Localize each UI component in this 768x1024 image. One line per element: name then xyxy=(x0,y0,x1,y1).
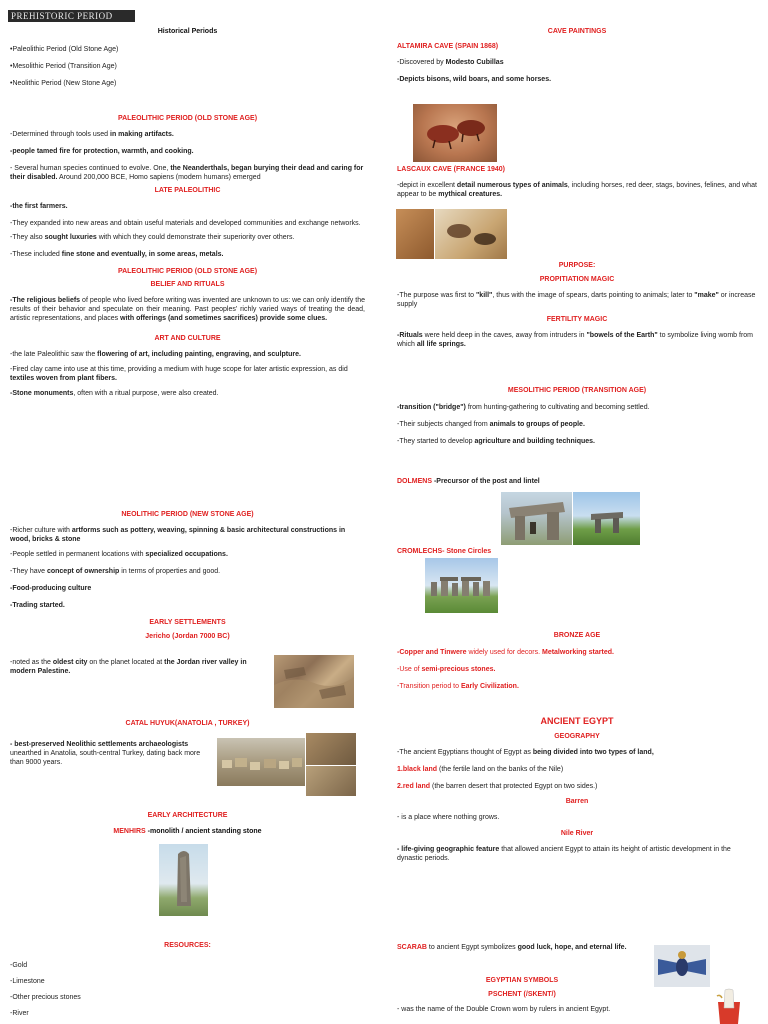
paragraph: CROMLECHS- Stone Circles xyxy=(397,548,492,555)
paragraph: -Copper and Tinwere widely used for decors. Metalworking started. xyxy=(397,649,614,656)
section-title: MESOLITHIC PERIOD (TRANSITION AGE) xyxy=(507,387,647,394)
lascaux-image-1 xyxy=(396,209,434,259)
section-title: PALEOLITHIC PERIOD (OLD STONE AGE) xyxy=(117,115,258,122)
pschent-image xyxy=(714,988,744,1024)
scarab-line xyxy=(397,943,657,952)
section-title: EARLY SETTLEMENTS xyxy=(149,619,226,626)
neolithic-section xyxy=(10,511,365,640)
paragraph: -Transition period to Early Civilization. xyxy=(397,683,519,690)
section-title: EGYPTIAN SYMBOLS xyxy=(485,977,559,984)
paragraph: - is a place where nothing grows. xyxy=(397,814,500,821)
paragraph: -the first farmers. xyxy=(10,203,68,210)
catal-image-2 xyxy=(306,733,356,765)
section-title: PURPOSE: xyxy=(558,262,596,269)
egypt-symbols xyxy=(397,977,647,1014)
paragraph: -Determined through tools used in making artifacts. xyxy=(10,131,174,138)
dolmen-image-2 xyxy=(573,492,640,545)
section-title: CAVE PAINTINGS xyxy=(547,28,607,35)
paragraph: -They started to develop agriculture and building techniques. xyxy=(397,438,596,445)
paragraph: - was the name of the Double Crown worn by rulers in ancient Egypt. xyxy=(397,1006,611,1013)
paragraph: -Rituals were held deep in the caves, away from intruders in "bowels of the Earth" to symbolize living womb from which all life springs. xyxy=(397,332,753,348)
catal-text xyxy=(10,740,210,767)
list-item: •Mesolithic Period (Transition Age) xyxy=(10,63,117,70)
scarab-icon xyxy=(654,945,710,987)
section-title: PROPITIATION MAGIC xyxy=(539,276,615,283)
list-item: -Other precious stones xyxy=(10,994,81,1001)
section-title: ANCIENT EGYPT xyxy=(540,716,614,726)
section-title: ALTAMIRA CAVE (SPAIN 1868) xyxy=(397,43,499,50)
paragraph: -The purpose was first to "kill", thus with the image of spears, darts pointing to animals; later to "make" or increase supply xyxy=(397,292,756,308)
paragraph: -The ancient Egyptians thought of Egypt as being divided into two types of land, xyxy=(397,749,654,756)
paragraph: -depict in excellent detail numerous types of animals, including horses, red deer, stags, bovines, felines, and what appear to be mythical creatures. xyxy=(397,182,757,198)
jericho-image xyxy=(274,655,354,708)
page-banner: PREHISTORIC PERIOD xyxy=(8,10,135,22)
list-item: -Gold xyxy=(10,962,28,969)
dolmen-stone-image xyxy=(501,492,572,545)
section-title: PALEOLITHIC PERIOD (OLD STONE AGE) xyxy=(117,268,258,275)
catal-image-1 xyxy=(217,738,305,786)
paragraph: -transition ("bridge") from hunting-gathering to cultivating and becoming settled. xyxy=(397,404,650,411)
list-item: •Paleolithic Period (Old Stone Age) xyxy=(10,46,119,53)
section-title: Nile River xyxy=(560,830,594,837)
section-title: ART AND CULTURE xyxy=(154,335,221,342)
paragraph: -Trading started. xyxy=(10,602,65,609)
menhirs-title: MENHIRS -monolith / ancient standing stone xyxy=(113,828,262,835)
paragraph: -They also sought luxuries with which they could demonstrate their superiority over others. xyxy=(10,234,295,241)
altamira-image xyxy=(413,104,497,162)
paragraph: -They have concept of ownership in terms of properties and good. xyxy=(10,568,221,575)
stone-circle-image xyxy=(425,558,498,613)
paragraph: -Depicts bisons, wild boars, and some horses. xyxy=(397,76,552,83)
paragraph: -Their subjects changed from animals to groups of people. xyxy=(397,421,585,428)
section-title: Jericho (Jordan 7000 BC) xyxy=(145,633,230,640)
settlement-image xyxy=(217,738,305,786)
paragraph: -People settled in permanent locations with specialized occupations. xyxy=(10,551,228,558)
right-column xyxy=(397,28,757,84)
standing-stone-image xyxy=(159,844,208,916)
catal-title-wrap xyxy=(10,720,365,727)
double-crown-icon xyxy=(714,988,744,1024)
section-title: CATAL HUYUK(ANATOLIA , TURKEY) xyxy=(125,720,250,727)
period-list xyxy=(10,45,365,88)
section-title: EARLY ARCHITECTURE xyxy=(147,812,228,819)
paragraph: -noted as the oldest city on the planet located at the Jordan river valley in modern Palestine. xyxy=(10,659,247,675)
paragraph: -people tamed fire for protection, warmth, and cooking. xyxy=(10,148,194,155)
section-title: LASCAUX CAVE (FRANCE 1940) xyxy=(397,166,505,173)
list-item: -River xyxy=(10,1010,29,1017)
paragraph: -These included fine stone and eventually, in some areas, metals. xyxy=(10,251,224,258)
paragraph: 1.black land (the fertile land on the banks of the Nile) xyxy=(397,766,564,773)
ruins-image xyxy=(274,655,354,708)
section-title: PSCHENT (/SKENT/) xyxy=(488,991,556,998)
paragraph: DOLMENS -Precursor of the post and lintel xyxy=(397,478,540,485)
bronze-section xyxy=(397,632,757,691)
paragraph: -They expanded into new areas and obtain useful materials and developed communities and exchange networks. xyxy=(10,220,361,227)
jericho-text xyxy=(10,658,265,676)
section-title: LATE PALEOLITHIC xyxy=(154,187,221,194)
section-title: NEOLITHIC PERIOD (NEW STONE AGE) xyxy=(121,511,254,518)
egypt-section xyxy=(397,716,757,863)
menhir-image xyxy=(159,844,208,916)
paragraph: -the late Paleolithic saw the flowering of art, including painting, engraving, and sculpture. xyxy=(10,351,301,358)
historical-periods-title: Historical Periods xyxy=(157,28,218,35)
section-title: FERTILITY MAGIC xyxy=(546,316,608,323)
cromlech-image xyxy=(425,558,498,613)
paragraph: 2.red land (the barren desert that protected Egypt on two sides.) xyxy=(397,783,598,790)
paragraph: -The religious beliefs of people who lived before writing was invented are unknown to us: we can only identify the results of their behavior and speculate on their meaning. Past peoples' richly varied ways of treating the dead, artistic representations, and places with offerings (and sometimes sacrifices) provide some clues. xyxy=(10,297,366,322)
purpose-section xyxy=(397,262,757,349)
paragraph: -Fired clay came into use at this time, providing a medium with huge scope for later artistic expression, as did textiles woven from plant fibers. xyxy=(10,366,348,382)
paragraph: -Richer culture with artforms such as pottery, weaving, spinning & basic architectural constructions in wood, bricks & stone xyxy=(10,527,346,543)
left-column xyxy=(10,28,365,35)
paragraph: -Discovered by Modesto Cubillas xyxy=(397,59,504,66)
resources-section xyxy=(10,942,365,949)
paragraph: -Use of semi-precious stones. xyxy=(397,666,496,673)
paragraph: - life-giving geographic feature that allowed ancient Egypt to attain its height of artistic development in the dynastic periods. xyxy=(397,846,731,862)
section-title: RESOURCES: xyxy=(164,942,211,949)
early-architecture xyxy=(10,812,365,835)
list-item: •Neolithic Period (New Stone Age) xyxy=(10,80,117,87)
section-title: GEOGRAPHY xyxy=(554,733,600,740)
catal-image-3 xyxy=(306,766,356,796)
list-item: -Limestone xyxy=(10,978,45,985)
paragraph: - Several human species continued to evolve. One, the Neanderthals, began burying their dead and caring for their disabled. Around 200,000 BCE, Homo sapiens (modern humans) emerged xyxy=(10,165,364,181)
paragraph: - best-preserved Neolithic settlements archaeologists unearthed in Anatolia, south-central Turkey, dating back more than 9000 years. xyxy=(10,741,201,766)
lascaux-image-2 xyxy=(435,209,507,259)
dolmen-field-image xyxy=(573,492,640,545)
bison-painting-image xyxy=(413,104,497,162)
scarab-image xyxy=(654,945,710,987)
section-title: BELIEF AND RITUALS xyxy=(150,281,225,288)
cromlechs-line xyxy=(397,547,757,556)
resources-list xyxy=(10,961,210,1018)
section-title: BRONZE AGE xyxy=(553,632,601,639)
mesolithic-section xyxy=(397,387,757,446)
lascaux-section xyxy=(397,166,757,199)
paleolithic-section xyxy=(10,115,365,398)
section-title: Barren xyxy=(565,798,589,805)
paragraph: -Food-producing culture xyxy=(10,585,92,592)
dolmens-line xyxy=(397,477,757,486)
paragraph: -Stone monuments, often with a ritual purpose, were also created. xyxy=(10,390,219,397)
paragraph: SCARAB to ancient Egypt symbolizes good luck, hope, and eternal life. xyxy=(397,944,627,951)
horse-painting-image xyxy=(435,209,507,259)
dolmen-image-1 xyxy=(501,492,572,545)
